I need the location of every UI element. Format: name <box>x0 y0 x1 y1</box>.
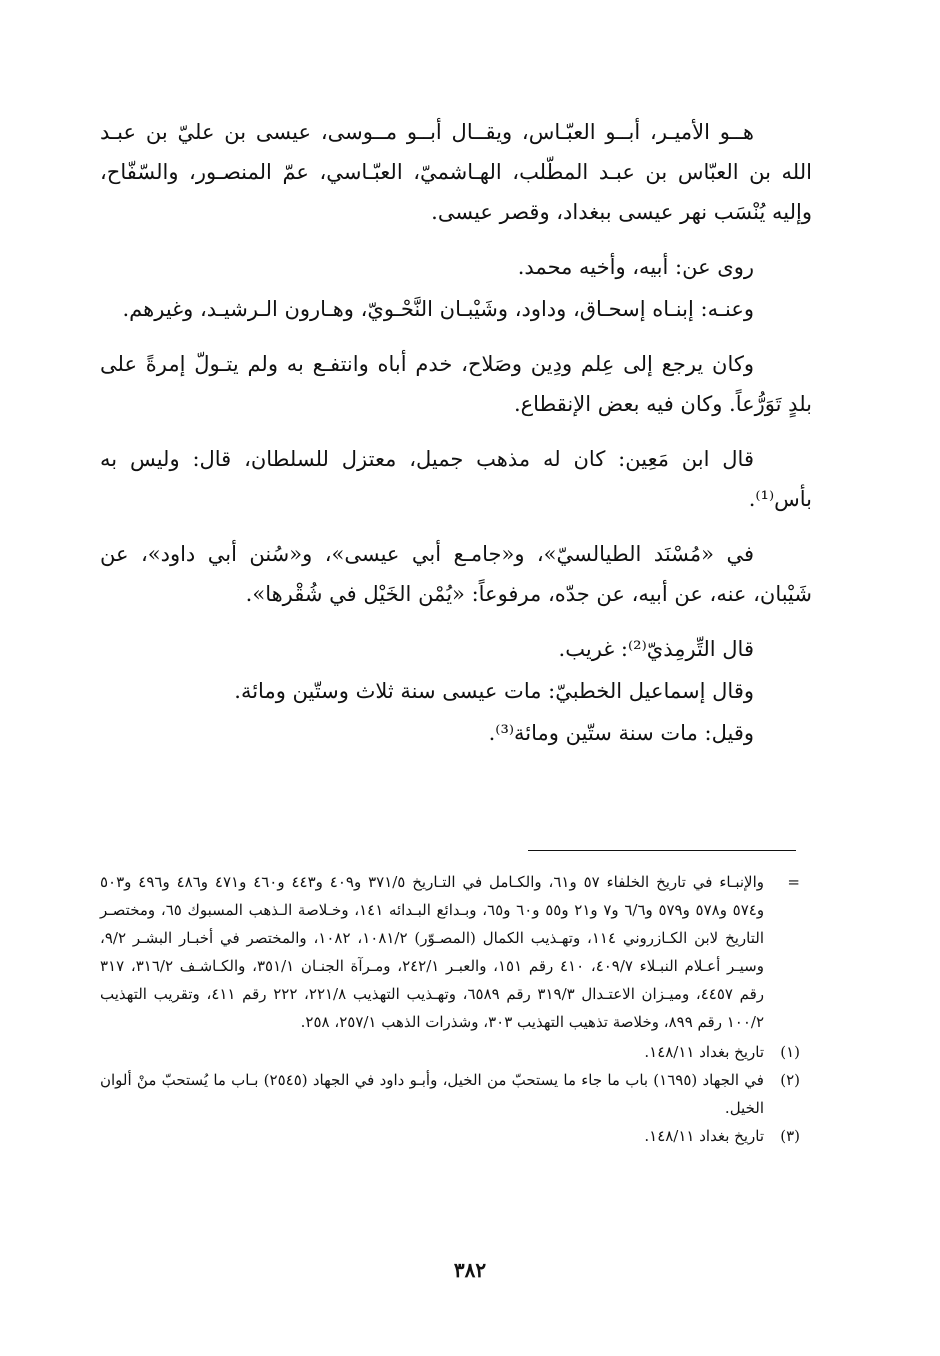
hadith-paragraph: في «مُسْنَد الطيالسيّ»، و«جامـع أبي عيسى»، و«سُنن أبي داود»، عن شَيْبان، عنه، عن أبيه، عن جدّه، مرفوعاً: «يُمْن الخَيْل في شُقْرها». <box>100 542 812 606</box>
footnote-3 <box>100 1122 804 1150</box>
footnote-3-mark: (٣) <box>780 1127 800 1145</box>
biography-intro-paragraph: هــو الأميـر، أبــو العبّـاس، ويقــال أبــو مــوسى، عيسى بن عليّ بن عبـد الله بن العبّاس بن عبـد المطّلب، الهـاشميّ، العبّـاسي، عمّ المنصـور، والسّفّاح، وإليه يُنْسَب نهر عيسى ببغداد، وقصر عيسى. <box>100 120 812 224</box>
footnote-1-text: تاريخ بغداد ١٤٨/١١. <box>644 1043 764 1061</box>
footnote-2-text: في الجهاد (١٦٩٥) باب ما جاء ما يستحبّ من الخيل، وأبـو داود في الجهاد (٢٥٤٥) بـاب ما يُستحبّ منْ ألوان الخيل. <box>100 1071 764 1117</box>
narrators-paragraph: وعنـه: إبنـاه إسحـاق، وداود، وشَيْبـان النَّحْـويّ، وهـارون الـرشيـد، وغيرهم. <box>122 297 754 321</box>
footnote-continuation-mark: = <box>787 873 800 891</box>
footnote-continuation <box>100 868 804 1036</box>
footnote-continuation-text: والإنبـاء في تاريخ الخلفاء ٥٧ و٦١، والكـامل في التـاريخ ٣٧١/٥ و٤٠٩ و٤٤٣ و٤٦٠ و٤٧١ و٤٨٦ و٤٩٦ و٥٠٣ و٥٧٤ و٥٧٨ و٥٧٩ و٦/٦ و٧ و٢١ و٥٥ و٦٠ و٦٥، وبـدائع البـدائه ١٤١، وخـلاصة الـذهب المسبوك ٦٥، ومختصـر التاريخ لابن الكـازروني ١١٤، وتهـذيب الكمال (المصـوّر) ١٠٨١/٢، ١٠٨٢، والمختصر في أخبـار البشـر ٩/٢، وسيـر أعـلام النبـلاء ٤٠٩/٧، ٤١٠ رقم ١٥١، والعبـر ٢٤٢/١، ومـرآة الجنـان ٣٥١/١، والكـاشـف ٣١٦/٢، ٣١٧ رقم ٤٤٥٧، وميـزان الاعتـدال ٣١٩/٣ رقم ٦٥٨٩، وتهـذيب التهذيب ٢٢١/٨، ٢٢٢ رقم ٤١١، وتقريب التهذيب ١٠٠/٢ رقم ٨٩٩، وخلاصة تذهيب التهذيب ٣٠٣، وشذرات الذهب ٢٥٧/١، ٢٥٨. <box>100 873 765 1031</box>
footnotes <box>100 868 804 1150</box>
footnote-2 <box>100 1066 804 1122</box>
narrated-from-paragraph: روى عن: أبيه، وأخيه محمد. <box>517 255 754 279</box>
main-text <box>100 112 812 768</box>
footnote-3-text: تاريخ بغداد ١٤٨/١١. <box>644 1127 764 1145</box>
footnote-2-mark: (٢) <box>780 1071 800 1089</box>
footnote-1 <box>100 1038 804 1066</box>
character-paragraph: وكان يرجع إلى عِلم ودِين وصَلاح، خدم أباه وانتفـع به ولم يتـولّ إمرةً على بلدٍ تَوَرُّعاً. وكان فيه بعض الإنقطاع. <box>100 352 812 416</box>
tirmidhi-paragraph: قال التِّرمِذيّ⁽²⁾: غريب. <box>558 637 754 661</box>
alternate-death-date-paragraph: وقيل: مات سنة ستّين ومائة⁽³⁾. <box>488 721 754 745</box>
death-date-paragraph: وقال إسماعيل الخطبيّ: مات عيسى سنة ثلاث وستّين ومائة. <box>234 679 754 703</box>
ibn-main-quote-paragraph: قال ابن مَعِين: كان له مذهب جميل، معتزل للسلطان، قال: وليس به بأس⁽¹⁾. <box>100 447 812 511</box>
page-number: ٣٨٢ <box>453 1258 487 1282</box>
footnote-1-mark: (١) <box>780 1043 800 1061</box>
footnote-separator <box>528 850 796 851</box>
